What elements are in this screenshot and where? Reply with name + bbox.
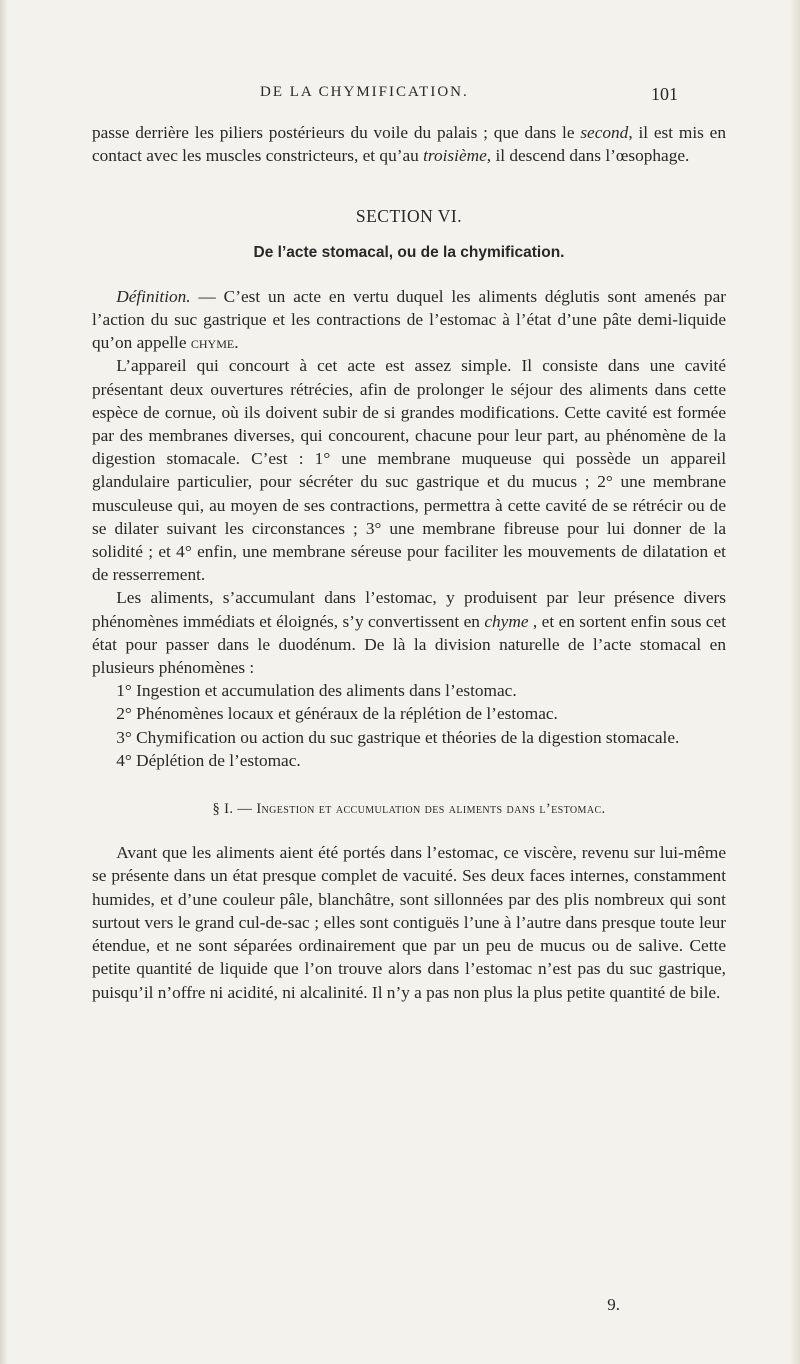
- opening-line1: passe derrière les piliers postérieurs du voile du palais ; que dans le: [92, 123, 575, 142]
- page-body: [92, 121, 726, 1004]
- aliments-paragraph: [92, 586, 726, 679]
- signature-mark: 9.: [607, 1295, 620, 1314]
- list-item: 3° Chymification ou action du suc gastrique et théories de la digestion stomacale.: [116, 727, 680, 747]
- apparatus-paragraph: L’appareil qui concourt à cet acte est assez simple. Il consiste dans une cavité présentant deux ouvertures rétrécies, afin de prolonger le séjour des aliments dans cette espèce de cornue, où ils doivent subir de si grandes modifications. Cette cavité est formée par des membranes diverses, qui concourent, chacune pour leur part, au phénomène de la digestion stomacale. C’est : 1° une membrane muqueuse qui possède un appareil glandulaire particulier, pour sécréter du suc gastrique et du mucus ; 2° une membrane musculeuse qui, au moyen de ses contractions, permettra à cette cavité de se rétrécir ou de se dilater suivant les circonstances ; 3° une membrane fibreuse pour lui donner de la solidité ; et 4° enfin, une membrane séreuse pour faciliter les mouvements de dilatation et de resserrement.: [92, 356, 726, 585]
- opening-paragraph: [92, 121, 726, 167]
- definition-term: chyme: [190, 333, 235, 353]
- running-title: DE LA CHYMIFICATION.: [260, 84, 469, 100]
- definition-lead: Définition.: [116, 286, 191, 306]
- running-header: [260, 84, 678, 106]
- opening-emph-third: troisième: [423, 146, 487, 166]
- subsection-number: § I. —: [212, 801, 253, 818]
- final-paragraph: Avant que les aliments aient été portés dans l’estomac, ce viscère, revenu sur lui-même se présente dans un état presque complet de vacuité. Ses deux faces internes, constamment humides, et d’une couleur pâle, blanchâtre, sont sillonnées par des plis nombreux qui sont surtout vers le grand cul-de-sac ; elles sont contiguës l’une à l’autre dans presque toute leur étendue, et ne sont séparées ordinairement que par un peu de mucus ou de salive. Cette petite quantité de liquide que l’on trouve alors dans l’estomac n’est pas du suc gastrique, puisqu’il n’offre ni acidité, ni alcalinité. Il n’y a pas non plus la plus petite quantité de bile.: [92, 843, 726, 1002]
- definition-text-a: — C’est un acte en vertu duquel les aliments déglutis sont amenés par l’action du suc gastrique et les contractions de l’estomac à l’état d’une pâte demi-liquide qu’on appelle: [92, 286, 726, 353]
- aliments-chyme: chyme: [484, 611, 529, 631]
- page-number: 101: [651, 84, 678, 104]
- section-subtitle: De l’acte stomacal, ou de la chymification.: [253, 243, 565, 261]
- aliments-text-a: Les aliments, s’accumulant dans l’estomac, y produisent par leur présence divers phénomènes immédiats et éloignés, s’y convertissent en: [92, 588, 726, 631]
- opening-line2: , il est mis en contact avec les muscles constricteurs, et qu’au: [92, 123, 726, 166]
- subsection-title: Ingestion et accumulation des aliments dans l’estomac.: [256, 801, 606, 818]
- definition-text-b: .: [234, 333, 239, 353]
- aliments-text-b: , et en sortent enfin sous cet état pour passer dans le duodénum. De là la division naturelle de l’acte stomacal en plusieurs phénomènes :: [92, 611, 726, 678]
- opening-emph-second: second: [580, 123, 629, 142]
- signature-mark-row: [0, 1295, 800, 1315]
- definition-paragraph: [92, 285, 726, 355]
- list-item: 1° Ingestion et accumulation des aliments dans l’estomac.: [116, 681, 517, 701]
- subsection-heading: [92, 798, 726, 821]
- opening-line3: , il descend dans l’œsophage.: [486, 146, 690, 166]
- section-title: SECTION VI.: [355, 206, 463, 227]
- list-item: 2° Phénomènes locaux et généraux de la réplétion de l’estomac.: [116, 704, 558, 724]
- list-item: 4° Déplétion de l’estomac.: [116, 750, 301, 770]
